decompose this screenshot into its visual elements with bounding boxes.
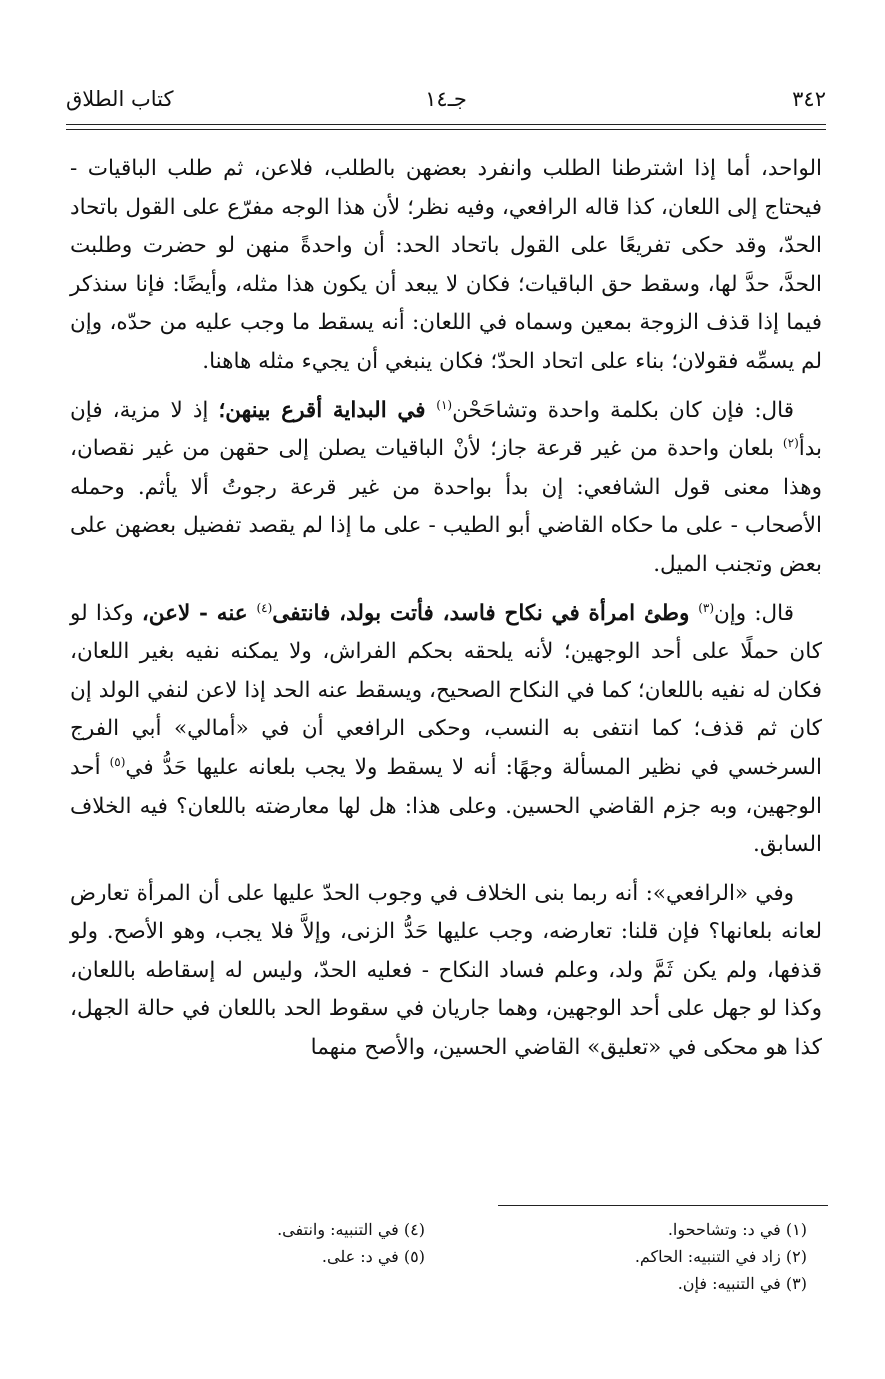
paragraph-3 <box>70 595 822 865</box>
main-text <box>70 150 822 1078</box>
footnote-rule <box>498 1205 828 1206</box>
paragraph-2 <box>70 392 822 585</box>
paragraph-1: الواحد، أما إذا اشترطنا الطلب وانفرد بعضهن بالطلب، فلاعن، ثم طلب الباقيات - فيحتاج إلى اللعان، كذا قاله الرافعي، وفيه نظر؛ لأن هذا الوجه مفرّع على القول باتحاد الحدّ، وقد حكى تفريعًا على القول باتحاد الحد: أن واحدةً منهن لو حضرت وطلبت الحدَّ، حدَّ لها، وسقط حق الباقيات؛ فكان لا يبعد أن يكون هذا مثله، وأيضًا: فإنا سنذكر فيما إذا قذف الزوجة بمعين وسماه في اللعان: أنه يسقط ما وجب عليه من حدّه، وإن لم يسمِّه فقولان؛ بناء على اتحاد الحدّ؛ فكان ينبغي أن يجيء مثله هاهنا. <box>70 156 822 374</box>
paragraph-3-part-a: قال: وإن <box>714 600 795 626</box>
footnote-2: (٢) زاد في التنبيه: الحاكم. <box>634 1247 807 1266</box>
footnotes-column-left <box>145 1216 425 1270</box>
paragraph-4: وفي «الرافعي»: أنه ربما بنى الخلاف في وجوب الحدّ عليها على أن المرأة تعارض لعانه بلعانها؟ فإن قلنا: تعارضه، وجب عليها حَدُّ الزنى، وإلاَّ فلا يجب، وهو الأصح. ولو قذفها، ولم يكن ثَمَّ ولد، وعلم فساد النكاح - فعليه الحدّ، وليس له إسقاطه باللعان، وكذا لو جهل على أحد الوجهين، وهما جاريان في سقوط الحد باللعان في حالة الجهل، كذا هو محكى في «تعليق» القاضي الحسين، والأصح منهما <box>70 880 822 1061</box>
paragraph-2-part-a: قال: فإن كان بكلمة واحدة وتشاحَحْن <box>452 397 795 423</box>
page-number: ٣٤٢ <box>792 87 826 111</box>
paragraph-2-part-c: إذ لا مزية، فإن بدأ <box>70 397 822 462</box>
paragraph-2-part-d: بلعان واحدة من غير قرعة جاز؛ لأنْ الباقيات يصلن إلى حقهن من غير نقصان، وهذا معنى قول الشافعي: إن بدأ بواحدة من غير قرعة رجوتُ ألا يأثم. وحمله الأصحاب - على ما حكاه القاضي أبو الطيب - على ما إذا لم يقصد تفضيل بعضهن على بعض وتجنب الميل. <box>70 436 822 577</box>
footnote-ref-4: (٤) <box>256 600 273 615</box>
footnote-1: (١) في د: وتشاححوا. <box>667 1220 807 1239</box>
footnote-5: (٥) في د: على. <box>321 1247 425 1266</box>
paragraph-2-bold: في البداية أقرع بينهن؛ <box>218 397 437 423</box>
paragraph-3-bold-2: عنه - لاعن، <box>141 600 257 626</box>
header-rule-thin <box>66 129 826 130</box>
page-header <box>66 84 826 118</box>
paragraph-3-part-d: وكذا لو كان حملًا على أحد الوجهين؛ لأنه يلحقه بحكم الفراش، ولا يمكنه نفيه بغير اللعان، فكان له نفيه باللعان؛ كما في النكاح الصحيح، ويسقط عنه الحد إذا لاعن لنفي الولد إن كان ثم قذف؛ كما انتفى به النسب، وحكى الرافعي أن في «أمالي» أبي الفرج السرخسي في نظير المسألة وجهًا: أنه لا يسقط ولا يجب بلعانه عليها حَدُّ في <box>70 600 822 780</box>
header-rule-thick <box>66 124 826 125</box>
book-title: كتاب الطلاق <box>66 87 174 111</box>
footnote-4: (٤) في التنبيه: وانتفى. <box>277 1220 425 1239</box>
footnotes-column-right <box>507 1216 807 1297</box>
paragraph-3-part-e: أحد الوجهين، وبه جزم القاضي الحسين. وعلى هذا: هل لها معارضته باللعان؟ فيه الخلاف السابق. <box>70 754 822 858</box>
footnote-ref-2: (٢) <box>782 436 799 450</box>
footnote-ref-5: (٥) <box>109 754 126 769</box>
paragraph-3-bold-1: وطئ امرأة في نكاح فاسد، فأتت بولد، فانتفى <box>272 600 699 626</box>
footnote-3: (٣) في التنبيه: فإن. <box>677 1274 807 1293</box>
footnote-ref-3: (٣) <box>698 600 715 615</box>
footnote-ref-1: (١) <box>436 397 453 412</box>
volume-number: جـ١٤ <box>425 87 467 111</box>
